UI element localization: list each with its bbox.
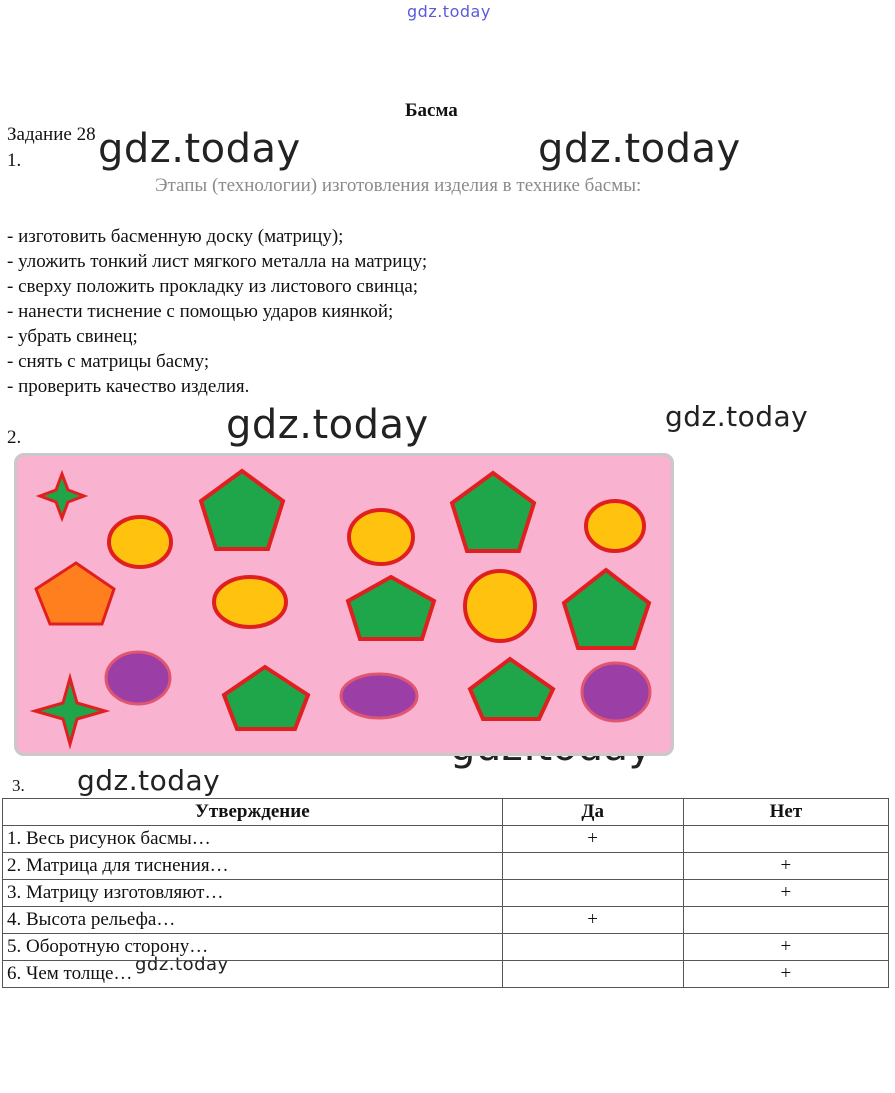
statement-cell: 6. Чем толще… bbox=[3, 961, 503, 988]
no-cell bbox=[683, 826, 888, 853]
purple-oval bbox=[582, 663, 650, 721]
step-item: - убрать свинец; bbox=[7, 326, 138, 347]
table-row bbox=[3, 934, 889, 961]
statement-cell: 5. Оборотную сторону… bbox=[3, 934, 503, 961]
yellow-oval bbox=[465, 571, 535, 641]
step-item: - снять с матрицы басму; bbox=[7, 351, 210, 372]
star-shape bbox=[35, 678, 105, 744]
table-row bbox=[3, 907, 889, 934]
yes-cell bbox=[502, 853, 683, 880]
no-cell: + bbox=[683, 880, 888, 907]
yellow-oval bbox=[349, 510, 413, 564]
section-1-number: 1. bbox=[7, 150, 22, 171]
yellow-oval bbox=[109, 517, 171, 567]
page-title: Басма bbox=[405, 100, 458, 121]
watermark: gdz.today bbox=[98, 126, 301, 172]
no-cell: + bbox=[683, 934, 888, 961]
header-yes: Да bbox=[502, 799, 683, 826]
no-cell: + bbox=[683, 961, 888, 988]
header-no: Нет bbox=[683, 799, 888, 826]
steps-list bbox=[7, 224, 427, 399]
watermark: gdz.today bbox=[77, 764, 221, 797]
step-item: - нанести тиснение с помощью ударов киянкой; bbox=[7, 301, 394, 322]
green-pentagon bbox=[564, 570, 649, 648]
statements-table bbox=[2, 798, 889, 988]
watermark: gdz.today bbox=[135, 954, 229, 975]
table-header-row bbox=[3, 799, 889, 826]
header-statement: Утверждение bbox=[3, 799, 503, 826]
yellow-oval bbox=[214, 577, 286, 627]
orange-pentagon bbox=[36, 563, 114, 624]
table-row bbox=[3, 826, 889, 853]
no-cell bbox=[683, 907, 888, 934]
purple-oval bbox=[106, 652, 170, 704]
yes-cell bbox=[502, 880, 683, 907]
section-1-title: Этапы (технологии) изготовления изделия в технике басмы: bbox=[155, 175, 642, 196]
step-item: - уложить тонкий лист мягкого металла на матрицу; bbox=[7, 251, 428, 272]
section-2-number: 2. bbox=[7, 427, 22, 448]
task-number: Задание 28 bbox=[7, 124, 96, 145]
watermark: gdz.today bbox=[538, 126, 741, 172]
purple-oval bbox=[341, 674, 417, 718]
table-row bbox=[3, 853, 889, 880]
section-3-number: 3. bbox=[12, 776, 25, 795]
green-pentagon bbox=[201, 471, 283, 549]
yes-cell: + bbox=[502, 907, 683, 934]
yes-cell bbox=[502, 934, 683, 961]
green-pentagon bbox=[470, 659, 553, 719]
table-row bbox=[3, 880, 889, 907]
statement-cell: 3. Матрицу изготовляют… bbox=[3, 880, 503, 907]
green-pentagon bbox=[348, 577, 434, 639]
watermark: gdz.today bbox=[665, 400, 809, 433]
watermark: gdz.today bbox=[226, 402, 429, 448]
step-item: - изготовить басменную доску (матрицу); bbox=[7, 226, 344, 247]
yes-cell bbox=[502, 961, 683, 988]
step-item: - сверху положить прокладку из листового свинца; bbox=[7, 276, 419, 297]
no-cell: + bbox=[683, 853, 888, 880]
statement-cell: 4. Высота рельефа… bbox=[3, 907, 503, 934]
watermark-top: gdz.today bbox=[407, 2, 491, 21]
statement-cell: 1. Весь рисунок басмы… bbox=[3, 826, 503, 853]
statement-cell: 2. Матрица для тиснения… bbox=[3, 853, 503, 880]
green-pentagon bbox=[224, 667, 308, 729]
yes-cell: + bbox=[502, 826, 683, 853]
star-shape bbox=[40, 474, 84, 518]
green-pentagon bbox=[452, 473, 534, 551]
table-row bbox=[3, 961, 889, 988]
step-item: - проверить качество изделия. bbox=[7, 376, 250, 397]
yellow-oval bbox=[586, 501, 644, 551]
basma-drawing bbox=[14, 453, 674, 756]
